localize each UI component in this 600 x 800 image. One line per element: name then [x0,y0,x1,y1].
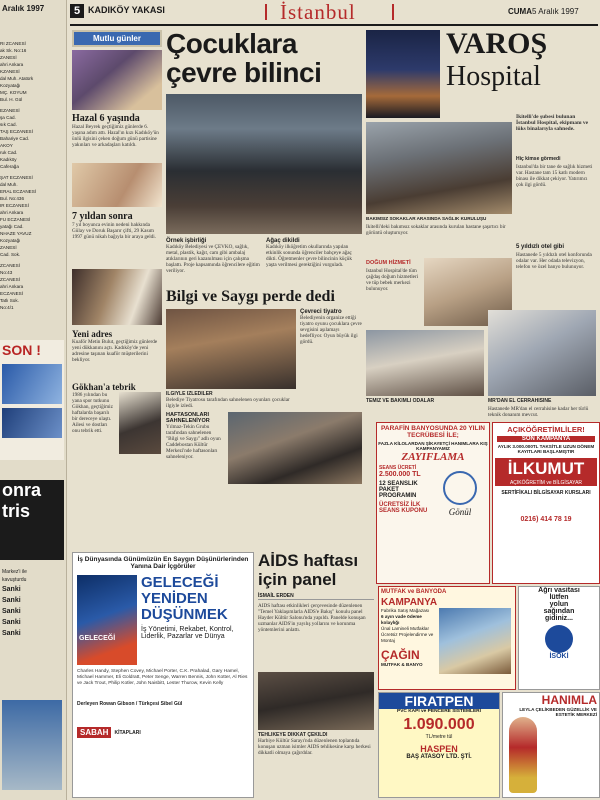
page-header [70,2,598,26]
left-strip-date: Aralık 1997 [2,4,45,13]
mutlu-gunler-title: Mutlu günler [72,30,162,47]
book-top-text: İş Dünyasında Günümüzün En Saygın Düşünürlerinden Yanına Dair İçgörüler [77,556,249,570]
sabah-sub: KİTAPLARI [114,729,141,736]
pharmacy-line: ahri Ankara [0,62,24,67]
pharmacy-line: FU ECZANESİ [0,217,31,222]
column-varos-hospital [366,30,598,418]
haftasonu-text: Yılmaz-Tekin Grubu tarafından sahnelenen "Bilgi ve Saygı" adlı oyun Caddebostan Kültür Merkezi'nde haftasonları sahneleniyor. [166,424,221,460]
pharmacy-line: ZANESİ [0,245,17,250]
isoki-ad [518,586,600,690]
book-subtitle: İş Yönetimi, Rekabet, Kontrol, Liderlik, Pazarlar ve Dünya [141,626,234,640]
firatpen-ad [378,692,500,798]
hospital-street-photo [366,122,512,214]
parafin-ad [376,422,490,584]
ackofr-sub: SON KAMPANYA [497,436,595,442]
pharmacy-line: KZANESİ [0,69,20,74]
pharmacy-line: ERAL ECZANESİ [0,189,37,194]
yeni-adres-text: Kuaför Metin Bulut, geçtiğimiz günlerde yeni dükkanını açtı. Kadıköy'de yeni adresine taşınan kuaför müşterilerini bekliyor. [72,339,158,363]
wedding-photo [72,269,162,325]
pharmacy-line: ZANESİ [0,55,17,60]
varos-headline-2: Hospital [446,61,541,92]
section-name: KADIKÖY YAKASI [88,5,165,15]
firatpen-unit: TL/metre tül [425,734,453,740]
bakimsiz-text: İkitelli'deki bakımsız sokaklar arasında kurulan hastane şaşırtıcı bir görüntü oluşturuyor. [366,224,506,236]
bes-yildiz-text: Hastanede 5 yıldızlı otel konforunda odalar var. Her odada televizyon, telefon ve özel banyo bulunuyor. [516,252,592,270]
pharmacy-line: ahri Ankara [0,284,24,289]
agac-headline: Ağaç dikildi [266,238,300,244]
hazal-text: Hazal Beyrek geçtiğimiz günlerde 6. yaşına adım attı. Hazal'ın kızı Kadıköy'ün ünlü ilgisini çeken doğum günü partisine yakınları ve arkadaşları katıldı. [72,124,159,148]
header-divider-left [265,4,267,20]
pharmacy-line: Bahariye Cad. [0,136,30,141]
pharmacy-line: ECZANESİ [0,291,23,296]
gokhan-text: 1986 yılından bu yana spor tutkunu Gökhan, geçtiğimiz haftalarda başarılı bir dereceye ulaştı. Ailesi ve dostları onu tebrik etti. [72,392,113,434]
pharmacy-line: Bul. No:436 [0,196,25,201]
pharmacy-line: TAŞ ECZANESİ [0,129,33,134]
mutfak-line: 6 ayın vade ödeme kolaylığı [381,614,422,625]
cagin-logo: ÇAĞIN [381,648,420,662]
tehlike-caption: TEHLİKEYE DİKKAT ÇEKİLDİ [258,732,328,738]
agri-line: gidiniz... [545,615,573,622]
left-strip-onra: onra [2,480,42,500]
pharmacy-line: No:43 [0,270,13,275]
left-strip-list-item: Markez'i ile [2,569,27,575]
children-group-photo [166,94,362,234]
agri-line: lütfen [549,594,569,601]
cevreci-headline: Çevreci tiyatro [300,309,342,315]
page-number: 5 [70,4,84,18]
pharmacy-line: IR ECZANESİ [0,203,29,208]
ilkumut-phone: 0216) 414 78 19 [520,516,572,523]
mutfak-ad [378,586,516,690]
pharmacy-line: ŞAT ECZANESİ [0,175,33,180]
aids-panel-photo [258,672,374,730]
firatpen-price: 1.090.000 [403,716,475,733]
bilgi-saygi-headline: Bilgi ve Saygı perde dedi [166,288,335,305]
hanimla-sub: LEYLA ÇELİKBEDEN GÜZELLİK VE ESTETİK MERKEZİ [519,707,597,717]
left-strip-list-item: Sanki [2,630,21,637]
left-strip-tris: tris [2,501,31,521]
hazal-headline: Hazal 6 yaşında [72,113,140,124]
left-strip-list-item: Sanki [2,619,21,626]
ornek-text: Kadıköy Belediyesi ve ÇEVKO, sağlık, metal, plastik, kağıt, cam gibi ambalaj atıklarının geri kazanılması için çalışma başlattı. Proje kapsamında öğrencilere eğitim veriliyor. [166,244,260,274]
aids-headline-2: için panel [258,570,337,589]
book-cover-title: GELECEĞİ [79,635,116,642]
seans-label: SEANS ÜCRETİ [379,465,417,471]
pharmacy-line: Caferağa [0,164,19,169]
hazal-photo [72,50,162,110]
firatpen-dealer: HASPEN [420,744,458,754]
mutfak-kampanya: KAMPANYA [381,597,438,608]
haftasonu-headline: HAFTASONLARI SAHNELENİYOR [166,412,210,424]
parafin-subhead: FAZLA KİLOLARDAN ŞİKAYETÇİ HANIMLARA KIŞ KAMPANYAMIZ [378,441,488,451]
ilgi-text: Belediye Tiyatrosu tarafından sahnelenen oyunları çocuklar ilgiyle izledi. [166,397,290,409]
left-strip-list-item: Sanki [2,608,21,615]
pharmacy-line: AKOY [0,143,13,148]
isoki-logo-icon [545,625,573,653]
mr-caption: MR'DAN EL CERRAHİSİNE [488,398,552,404]
agri-line: yolun [549,601,569,608]
pharmacy-line: ak Sk. No:16 [0,48,27,53]
bes-yildiz-headline: 5 yıldızlı otel gibi [516,244,565,250]
pharmacy-line: Tatlı Sok. [0,298,19,303]
agri-line: Ağrı vasitası [538,587,580,594]
left-strip-list-item: Sanki [2,586,21,593]
ilgi-caption: İLGİYLE İZLEDİLER [166,391,213,397]
left-strip-son-ad [0,340,64,460]
seans-price: 2.500.000 TL [379,471,421,478]
left-strip-list [2,568,64,639]
pharmacy-line: ZCANESİ [0,277,20,282]
isoki-logo: İSOKİ [549,653,569,660]
gokhan-headline: Gökhan'a tebrik [72,382,136,392]
left-strip-ad-image [2,364,62,404]
pharmacy-line: dal Muh. Atatürk [0,76,34,81]
pharmacy-line: Cad. Sok. [0,252,21,257]
pharmacy-line: ruk Cad. [0,150,18,155]
hanimla-ad [502,692,600,798]
yedi-yil-text: 7 yıl boyunca evinin nedeni hakkında Gülay ve Doruk Başarır çifti, 29 Kasım 1997 günü nikah bağıyla bir araya geldi. [72,222,156,240]
book-title-3: DÜŞÜNMEK [141,606,228,623]
issue-date: 5 Aralık 1997 [532,7,579,16]
ucretsiz-kupon: ÜCRETSİZ İLK SEANS KUPONU [379,502,428,514]
city-title: İstanbul [280,0,356,24]
pharmacy-line: yatağı Cad. [0,224,24,229]
yeni-adres-headline: Yeni adres [72,329,113,339]
left-strip-dark-ad [0,480,64,560]
mutfak-line: Fabrika Satış Mağazası [381,608,430,613]
mutfak-line: Ücretsiz Projelendirme ve Montaj [381,632,434,643]
cocuklar-headline-line2: çevre bilinci [166,57,322,88]
pharmacy-line: Kozyatağı [0,238,21,243]
varos-headline-1: VAROŞ [446,30,548,60]
theater-stage-photo [228,412,362,484]
left-page-strip [0,0,67,800]
left-strip-pharmacy-list-1 [0,40,64,311]
pharmacy-line: Bul. H. Gül [0,97,23,102]
pharmacy-line: dal Muh. [0,182,18,187]
pharmacy-line: Kadıköy [0,157,17,162]
ackofr-note: AYLIK 3.000.000TL TAKSİTLE UZUN DÖNEM KAYITLARI BAŞLAMIŞTIR [497,444,595,454]
book-authors: Charles Handy, Stephen Covey, Michael Porter, C.K. Prahalad, Gary Hamel, Michael Hammer, Eli Goldratt, Peter Senge, Warren Bennis, John Kotter, Al Ries ve Jack Trout, Philip Kotler, John Naisbitt, Lester Thurow, Kevin Kelly [77,669,248,686]
book-ad [72,552,254,798]
left-strip-list-item: kavuşturdu [2,577,27,583]
patient-room-photo [366,330,484,396]
hanimla-logo: HANIMLA [541,693,597,707]
cocuklar-headline-line1: Çocuklara [166,30,297,59]
column-social [72,30,162,530]
book-editors: Derleyen Rowan Gibson / Türkçesi Sibel Gül [77,701,183,707]
firatpen-dealer-2: BAŞ ATASOY LTD. ŞTİ. [406,754,472,760]
sabah-logo: SABAH [77,727,111,738]
mutfak-line: Ünal Lamineli Mutfaklar [381,626,429,631]
issue-day: CUMA [508,7,532,16]
ornek-headline: Örnek işbirliği [166,238,207,244]
cevreci-text: Belediyenin organize ettiği tiyatro oyunu çocuklara çevre sevgisini aşılamayı hedefliyor. Oyun büyük ilgi gördü. [300,315,362,345]
pharmacy-line: ahri Ankara [0,210,24,215]
gormedi-caption: Hiç kimse görmedi [516,156,561,162]
mutfak-headline: MUTFAK ve BANYODA [381,589,447,595]
agac-text: Kadıköy ilköğretim okullarında yapılan etkinlik sonunda öğrenciler bahçeye ağaç dikti. Öğretmenler çevre bilincinin küçük yaşta verilmesi gerektiğini vurguladı. [266,244,352,268]
left-strip-ad-image-2 [2,408,62,438]
ilkumut-ad [492,422,600,584]
varos-intro: İkitelli'de şubesi bulunan İstanbul Hospital, ekipmanı ve lüks binalarıyla sahnede. [516,114,589,132]
baby-photo [72,163,162,207]
pharmacy-line: MÇ. KOYUM [0,90,27,95]
paket-label: 12 SEANSLIK PAKET PROGRAMIN [379,481,418,499]
theater-audience-photo [166,309,296,389]
ilkumut-logo: İLKUMUT [495,458,597,480]
mr-text: Hastanede MR'dan el cerrahisine kadar her türlü teknik donanım mevcut. [488,406,589,418]
parafin-headline: PARAFİN BANYOSUNDA 20 YILIN TECRÜBESİ İLE; [381,425,485,439]
kitchen-photo [439,608,511,674]
pharmacy-line: sık Cad. [0,122,17,127]
temiz-caption: TEMİZ VE BAKIMLI ODALAR [366,398,435,404]
pharmacy-line: No:4/1 [0,305,14,310]
book-title-2: YENİDEN [141,590,208,607]
zayiflama-label: ZAYIFLAMA [401,451,465,463]
aids-article [258,552,374,796]
hospital-night-photo [366,30,440,118]
agri-line: sağından [543,608,575,615]
firatpen-sub: PVC KAPI ve PENCERE SİSTEMLERİ [397,709,481,714]
book-cover [77,575,137,665]
book-title-1: GELECEĞİ [141,574,219,591]
hanimla-figure-icon [509,717,537,793]
yedi-yil-headline: 7 yıldan sonra [72,211,133,222]
aids-author: İSMAİL ERDEN [258,593,374,600]
varos-body: İstanbul'da bir tane de sağlık hizmeti var. Hastane tam 15 katlı modern binası ile dikkat çekiyor. Yatırımcı çok ilgi gördü. [516,164,593,188]
bakimsiz-caption: BAKIMSIZ SOKAKLAR ARASINDA SAĞLIK KURULUŞU [366,216,487,221]
aids-text: AIDS haftası etkinlikleri çerçevesinde düzenlenen "Temel Yaklaşımlarla AIDS'e Bakış" konulu panel Hayder Kültür Salonu'nda yapıldı. Panelde konuşan uzmanlar AIDS'in yayılış yollarını ve korunma yöntemlerini anlattı. [258,603,366,633]
cagin-sub: MUTFAK & BANYO [381,662,423,667]
left-strip-bottom-photo [2,700,62,790]
gokhan-photo [119,392,161,454]
pharmacy-line: EZANESİ [0,108,20,113]
pharmacy-line: şa Cad. [0,115,16,120]
dogum-headline: DOĞUM HİZMETİ [366,260,411,266]
mr-photo [488,310,596,396]
pharmacy-line: NHAZE YAVUZ [0,231,32,236]
left-strip-list-item: Sanki [2,597,21,604]
gonul-logo-icon [443,471,477,505]
left-strip-son-text: SON ! [2,342,41,358]
pharmacy-line: RI ZCANESİ [0,41,26,46]
pharmacy-line: Kozyatağı [0,83,21,88]
header-divider-right [392,4,394,20]
pharmacy-line: ZCANESİ [0,263,20,268]
tehlike-text: Harbiye Kültür Sarayı'nda düzenlenen toplantıda konuşan uzman isimler AIDS tehlikesine karşı herkesi dikkatli olmaya çağırdılar. [258,738,371,756]
firatpen-logo: FIRATPEN [379,693,499,709]
aids-headline-1: AİDS haftası [258,552,359,570]
column-cocuklar [166,30,362,548]
ilkumut-sub: AÇIKÖĞRETİM ve BİLGİSAYAR [495,480,597,486]
ilkumut-courses: SERTİFİKALI BİLGİSAYAR KURSLARI [501,490,591,496]
ackofr-headline: AÇIKÖĞRETİMLİLER! [507,425,585,434]
dogum-text: İstanbul Hospital'de tüm çağdaş doğum hizmetleri ve tüp bebek merkezi bulunuyor. [366,268,419,292]
gonul-brand: Gönül [448,507,472,517]
